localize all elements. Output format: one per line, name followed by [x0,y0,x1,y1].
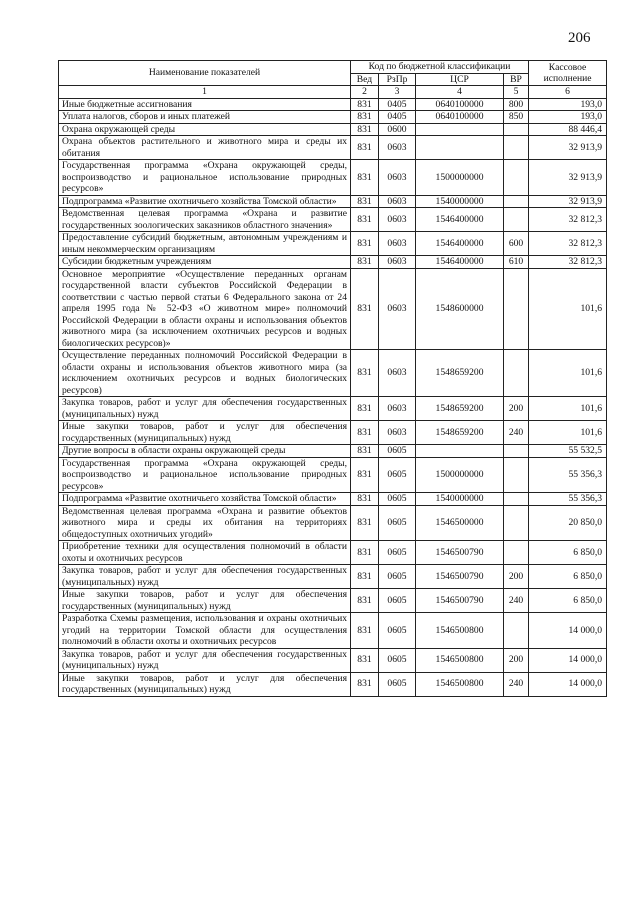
cell-csr: 1546500800 [416,648,504,672]
cell-csr: 1546500790 [416,589,504,613]
cell-rzpr: 0605 [379,457,416,493]
cell-amount: 101,6 [529,397,607,421]
cell-ved: 831 [351,350,379,397]
cell-amount: 6 850,0 [529,565,607,589]
header-number-row [59,86,607,99]
cell-csr: 1540000000 [416,195,504,208]
cell-csr: 1548659200 [416,421,504,445]
cell-vr: 240 [504,672,529,696]
table-row [59,613,607,649]
col-number: 1 [59,86,351,99]
cell-vr [504,350,529,397]
cell-name: Иные закупки товаров, работ и услуг для обеспечения государственных (муниципальных) нужд [59,672,351,696]
cell-name: Основное мероприятие «Осуществление переданных органам государственной власти субъектов Российской Федерации в соответствии с частью первой статьи 6 Федерального закона от 24 апреля 1995 года № 52-ФЗ «О животном мире» полномочий Российской Федерации в области охраны и использования объектов животного мира (за исключением охотничьих ресурсов и водных биологических ресурсов)» [59,268,351,350]
cell-name: Осуществление переданных полномочий Российской Федерации в области охраны и использования объектов животного мира (за исключением охотничьих ресурсов и водных биологических ресурсов) [59,350,351,397]
cell-vr: 850 [504,111,529,124]
cell-csr: 1546400000 [416,208,504,232]
cell-ved: 831 [351,268,379,350]
cell-name: Государственная программа «Охрана окружающей среды, воспроизводство и рациональное использование природных ресурсов» [59,457,351,493]
cell-vr: 610 [504,256,529,269]
cell-rzpr: 0603 [379,136,416,160]
cell-amount: 55 356,3 [529,493,607,506]
table-row [59,160,607,196]
cell-ved: 831 [351,505,379,541]
cell-ved: 831 [351,493,379,506]
cell-name: Закупка товаров, работ и услуг для обеспечения государственных (муниципальных) нужд [59,565,351,589]
cell-amount: 6 850,0 [529,589,607,613]
cell-ved: 831 [351,397,379,421]
cell-rzpr: 0605 [379,505,416,541]
cell-vr: 240 [504,421,529,445]
cell-ved: 831 [351,160,379,196]
cell-csr: 1546500790 [416,541,504,565]
budget-table [58,60,607,697]
cell-ved: 831 [351,589,379,613]
cell-amount: 20 850,0 [529,505,607,541]
cell-amount: 6 850,0 [529,541,607,565]
cell-vr: 200 [504,565,529,589]
cell-csr: 1546500790 [416,565,504,589]
cell-ved: 831 [351,613,379,649]
header-name: Наименование показателей [59,61,351,86]
table-row [59,256,607,269]
cell-csr: 1540000000 [416,493,504,506]
cell-vr [504,268,529,350]
cell-amount: 14 000,0 [529,613,607,649]
cell-rzpr: 0603 [379,421,416,445]
cell-vr [504,613,529,649]
cell-csr [416,123,504,136]
cell-rzpr: 0605 [379,445,416,458]
cell-name: Иные закупки товаров, работ и услуг для обеспечения государственных (муниципальных) нужд [59,589,351,613]
header-csr: ЦСР [416,73,504,86]
header-execution: Кассовое исполнение [529,61,607,86]
cell-vr [504,445,529,458]
page-number: 206 [568,30,591,46]
cell-vr: 200 [504,397,529,421]
table-row [59,505,607,541]
cell-name: Предоставление субсидий бюджетным, автономным учреждениям и иным некоммерческим организациям [59,232,351,256]
cell-vr [504,123,529,136]
cell-csr [416,136,504,160]
cell-csr: 1546500800 [416,672,504,696]
table-row [59,421,607,445]
cell-ved: 831 [351,565,379,589]
cell-rzpr: 0603 [379,268,416,350]
cell-rzpr: 0603 [379,160,416,196]
cell-vr: 240 [504,589,529,613]
table-row [59,208,607,232]
table-row [59,565,607,589]
cell-ved: 831 [351,445,379,458]
cell-csr: 1548659200 [416,350,504,397]
cell-name: Подпрограмма «Развитие охотничьего хозяйства Томской области» [59,493,351,506]
cell-rzpr: 0605 [379,672,416,696]
cell-csr: 1546500800 [416,613,504,649]
cell-amount: 193,0 [529,98,607,111]
cell-vr [504,457,529,493]
cell-name: Иные бюджетные ассигнования [59,98,351,111]
cell-name: Субсидии бюджетным учреждениям [59,256,351,269]
cell-rzpr: 0605 [379,613,416,649]
cell-csr: 1548600000 [416,268,504,350]
table-body [59,98,607,696]
table-row [59,268,607,350]
cell-amount: 32 812,3 [529,208,607,232]
cell-vr [504,160,529,196]
cell-csr: 1500000000 [416,457,504,493]
cell-ved: 831 [351,195,379,208]
table-row [59,195,607,208]
cell-csr: 1548659200 [416,397,504,421]
cell-vr: 600 [504,232,529,256]
cell-rzpr: 0405 [379,111,416,124]
cell-csr: 1546400000 [416,232,504,256]
cell-name: Другие вопросы в области охраны окружающей среды [59,445,351,458]
cell-ved: 831 [351,208,379,232]
cell-rzpr: 0605 [379,648,416,672]
cell-csr: 0640100000 [416,98,504,111]
cell-amount: 32 913,9 [529,160,607,196]
col-number: 3 [379,86,416,99]
cell-amount: 32 913,9 [529,136,607,160]
cell-amount: 32 812,3 [529,256,607,269]
cell-name: Закупка товаров, работ и услуг для обеспечения государственных (муниципальных) нужд [59,648,351,672]
cell-name: Приобретение техники для осуществления полномочий в области охоты и охотничьих ресурсов [59,541,351,565]
cell-csr [416,445,504,458]
table-row [59,397,607,421]
table-row [59,98,607,111]
cell-amount: 32 812,3 [529,232,607,256]
cell-rzpr: 0405 [379,98,416,111]
cell-name: Подпрограмма «Развитие охотничьего хозяйства Томской области» [59,195,351,208]
header-row [59,61,607,74]
header-ved: Вед [351,73,379,86]
cell-amount: 55 532,5 [529,445,607,458]
cell-rzpr: 0603 [379,256,416,269]
cell-csr: 0640100000 [416,111,504,124]
cell-amount: 14 000,0 [529,648,607,672]
cell-vr: 800 [504,98,529,111]
cell-rzpr: 0605 [379,493,416,506]
cell-vr [504,493,529,506]
table-row [59,123,607,136]
cell-csr: 1546400000 [416,256,504,269]
cell-ved: 831 [351,541,379,565]
cell-amount: 88 446,4 [529,123,607,136]
table-row [59,541,607,565]
cell-rzpr: 0603 [379,232,416,256]
cell-vr [504,195,529,208]
cell-csr: 1500000000 [416,160,504,196]
cell-name: Охрана объектов растительного и животного мира и среды их обитания [59,136,351,160]
table-row [59,672,607,696]
cell-vr [504,136,529,160]
cell-amount: 101,6 [529,268,607,350]
cell-csr: 1546500000 [416,505,504,541]
cell-vr [504,541,529,565]
table-row [59,136,607,160]
cell-vr [504,208,529,232]
header-vr: ВР [504,73,529,86]
table-row [59,350,607,397]
cell-rzpr: 0603 [379,397,416,421]
cell-ved: 831 [351,648,379,672]
cell-amount: 101,6 [529,350,607,397]
header-code-group: Код по бюджетной классификации [351,61,529,74]
cell-amount: 55 356,3 [529,457,607,493]
cell-name: Государственная программа «Охрана окружающей среды, воспроизводство и рациональное использование природных ресурсов» [59,160,351,196]
col-number: 6 [529,86,607,99]
cell-name: Иные закупки товаров, работ и услуг для обеспечения государственных (муниципальных) нужд [59,421,351,445]
cell-ved: 831 [351,457,379,493]
cell-ved: 831 [351,98,379,111]
header-rzpr: РзПр [379,73,416,86]
cell-rzpr: 0603 [379,350,416,397]
table-row [59,493,607,506]
table-row [59,445,607,458]
table-row [59,648,607,672]
cell-rzpr: 0605 [379,565,416,589]
cell-ved: 831 [351,256,379,269]
cell-amount: 193,0 [529,111,607,124]
cell-vr [504,505,529,541]
cell-amount: 101,6 [529,421,607,445]
cell-name: Ведомственная целевая программа «Охрана и развитие объектов животного мира и среды их обитания на территориях общедоступных охотничьих угодий» [59,505,351,541]
table-row [59,232,607,256]
table-row [59,457,607,493]
cell-ved: 831 [351,421,379,445]
cell-name: Ведомственная целевая программа «Охрана и развитие государственных зоологических заказников областного значения» [59,208,351,232]
cell-name: Охрана окружающей среды [59,123,351,136]
cell-ved: 831 [351,136,379,160]
cell-rzpr: 0605 [379,589,416,613]
cell-ved: 831 [351,672,379,696]
cell-rzpr: 0605 [379,541,416,565]
cell-rzpr: 0603 [379,208,416,232]
col-number: 2 [351,86,379,99]
cell-rzpr: 0603 [379,195,416,208]
cell-name: Закупка товаров, работ и услуг для обеспечения государственных (муниципальных) нужд [59,397,351,421]
cell-name: Разработка Схемы размещения, использования и охраны охотничьих угодий на территории Томской области для осуществления полномочий в области охоты и охотничьих ресурсов [59,613,351,649]
cell-ved: 831 [351,111,379,124]
cell-ved: 831 [351,123,379,136]
table-row [59,589,607,613]
cell-ved: 831 [351,232,379,256]
cell-name: Уплата налогов, сборов и иных платежей [59,111,351,124]
cell-amount: 14 000,0 [529,672,607,696]
cell-rzpr: 0600 [379,123,416,136]
col-number: 5 [504,86,529,99]
cell-vr: 200 [504,648,529,672]
table-row [59,111,607,124]
cell-amount: 32 913,9 [529,195,607,208]
col-number: 4 [416,86,504,99]
